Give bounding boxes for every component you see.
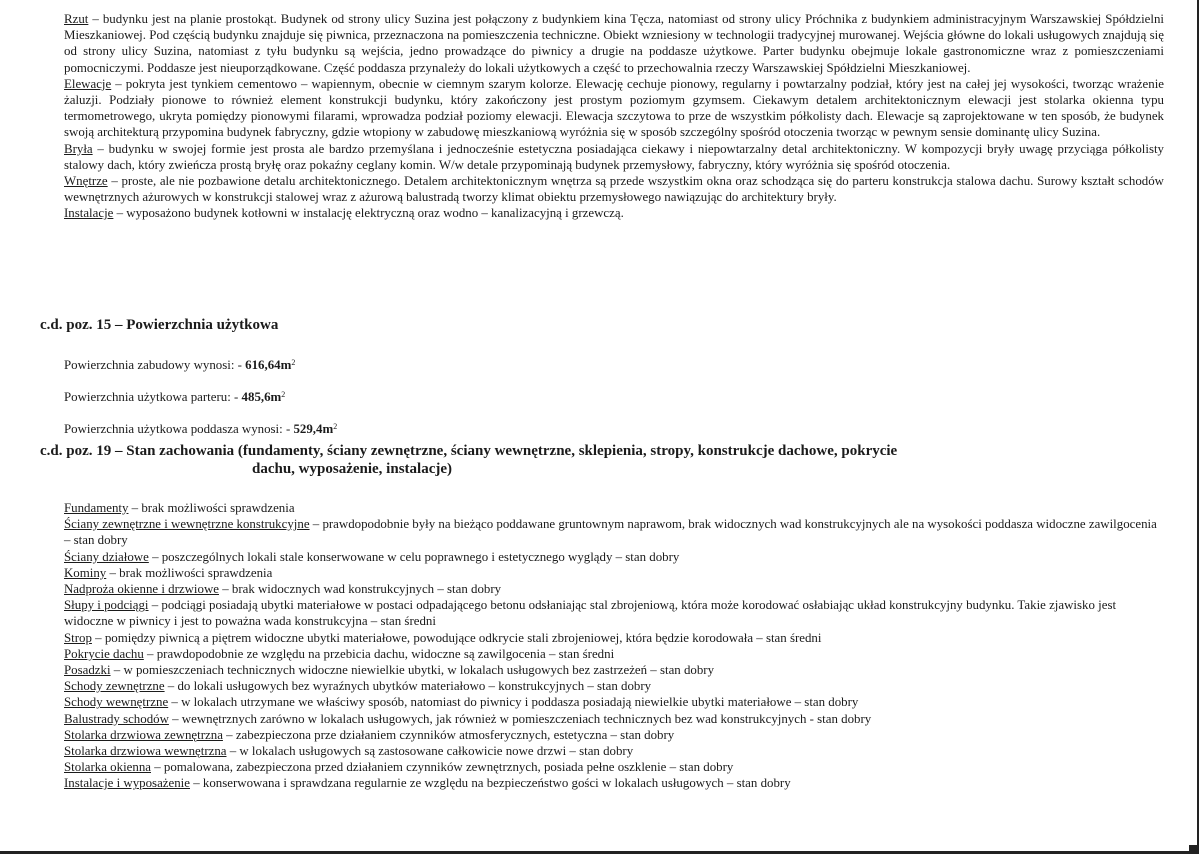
metric-unit-exponent: 2 bbox=[333, 422, 338, 431]
condition-label: Fundamenty bbox=[64, 501, 129, 515]
condition-label: Strop bbox=[64, 630, 92, 645]
condition-label: Pokrycie dachu bbox=[64, 646, 144, 661]
condition-strop bbox=[64, 630, 1164, 646]
condition-text: – brak możliwości sprawdzenia bbox=[106, 565, 273, 580]
document-page bbox=[40, 11, 1164, 791]
condition-text: – w lokalach utrzymane we właściwy sposób, natomiast do piwnicy i poddasza posiadają niewielkie ubytki materiałowe – stan dobry bbox=[168, 695, 859, 710]
paragraph-rzut bbox=[64, 11, 1164, 76]
metric-zabudowa bbox=[64, 357, 295, 373]
condition-label: Słupy i podciągi bbox=[64, 598, 149, 613]
condition-text: – zabezpieczona prze działaniem czynników atmosferycznych, estetyczna – stan dobry bbox=[222, 727, 675, 742]
metric-parter bbox=[64, 389, 285, 405]
condition-kominy bbox=[64, 565, 1164, 581]
condition-label: Stolarka drzwiowa wewnętrzna bbox=[64, 744, 227, 759]
condition-text: – poszczególnych lokali stale konserwowane w celu poprawnego i estetycznego wyglądy – stan dobry bbox=[148, 549, 680, 564]
condition-stolarka-drzwiowa-zewn bbox=[64, 727, 1164, 743]
condition-stolarka-drzwiowa-wewn bbox=[64, 743, 1164, 759]
paragraph-text: – budynku jest na planie prostokąt. Budynek od strony ulicy Suzina jest połączony z budynkiem kina Tęcza, natomiast od strony ulicy Próchnika z budynkiem administracyjnym Warszawskiej Spółdzielni Mieszkaniowej. Pod częścią budynku znajduje się piwnica, przeznaczona na pomieszczenia techniczne. Obiekt wzniesiony w technologii tradycyjnej murowanej. Wejścia główne do lokali usługowych znajdują się od strony ulicy Suzina, natomiast z tyłu budynku są wejścia, jedno prowadzące do piwnicy a drugie na poddasze użytkowe. Parter budynku obejmuje lokale gastronomiczne wraz z pomieszczeniami pomocniczymi. Poddasze jest nieuporządkowane. Część poddasza przynależy do lokali użytkowych a część to przechowalnia rzeczy Warszawskiej Spółdzielni Mieszkaniowej. bbox=[64, 12, 1164, 75]
scan-corner-mark bbox=[1189, 845, 1197, 851]
paragraph-label: Bryła bbox=[64, 141, 93, 156]
condition-schody-zewnetrzne bbox=[64, 678, 1164, 694]
condition-fundamenty bbox=[64, 500, 1164, 516]
paragraph-text: – wyposażono budynek kotłowni w instalację elektryczną oraz wodno – kanalizacyjną i grzewczą. bbox=[113, 206, 624, 221]
condition-text: – wewnętrznych zarówno w lokalach usługowych, jak również w pomieszczeniach technicznych bez wad konstrukcyjnych - stan dobry bbox=[168, 711, 872, 726]
condition-sciany-dzialowe bbox=[64, 549, 1164, 565]
section-15-heading: c.d. poz. 15 – Powierzchnia użytkowa bbox=[40, 317, 279, 333]
section-19-heading-line1: c.d. poz. 19 – Stan zachowania (fundamenty, ściany zewnętrzne, ściany wewnętrzne, sklepienia, stropy, konstrukcje dachowe, pokrycie bbox=[40, 443, 898, 459]
condition-text: – podciągi posiadają ubytki materiałowe w postaci odpadającego betonu odsłaniając stal zbrojeniową, która może korodować osłabiając układ konstrukcyjny budynku. Takie zjawisko jest widoczne w piwnicy i jest to poważna wada konstrukcyjna – stan średni bbox=[64, 598, 1117, 629]
section-19-heading bbox=[40, 442, 1140, 478]
condition-text: – prawdopodobnie ze względu na przebicia dachu, widoczne są zawilgocenia – stan średni bbox=[143, 646, 615, 661]
condition-text: – pomiędzy piwnicą a piętrem widoczne ubytki materiałowe, powodujące odkrycie stali zbrojeniowej, która będzie korodowała – stan średni bbox=[91, 630, 822, 645]
paragraph-label: Rzut bbox=[64, 12, 89, 26]
metric-label: Powierzchnia użytkowa poddasza wynosi: - bbox=[64, 422, 294, 436]
metric-poddasze bbox=[64, 421, 337, 437]
condition-schody-wewnetrzne bbox=[64, 694, 1164, 710]
paragraph-label: Wnętrze bbox=[64, 174, 108, 189]
condition-text: – do lokali usługowych bez wyraźnych ubytków materiałowo – konstrukcyjnych – stan dobry bbox=[164, 679, 652, 694]
paragraph-text: – budynku w swojej formie jest prosta ale bardzo przemyślana i jednocześnie estetyczna posiadająca ciekawy i niepowtarzalny detal architektoniczny. W kompozycji bryły uwagę przyciąga półkolisty stalowy dach, który zwieńcza prostą bryłę oraz pokaźny ceglany komin. W/w detale przypominają budynek przemysłowy, fabryczny, który wyróżnia się spośród otoczenia. bbox=[64, 141, 1164, 172]
condition-label: Schody wewnętrzne bbox=[64, 695, 169, 710]
condition-label: Kominy bbox=[64, 565, 107, 580]
condition-nadproza bbox=[64, 581, 1164, 597]
paragraph-text: – proste, ale nie pozbawione detalu architektonicznego. Detalem architektonicznym wnętrza są przede wszystkim okna oraz schodząca się do parteru konstrukcja stalowa dachu. Surowy kształt schodów wewnętrznych ażurowych w konstrukcji stalowej wraz z ażurową balustradą tworzy klimat obiektu przemysłowego nawiązując do architektury bryły. bbox=[64, 174, 1164, 205]
paragraph-elewacje bbox=[64, 76, 1164, 141]
condition-label: Ściany zewnętrzne i wewnętrzne konstrukcyjne bbox=[64, 517, 310, 532]
condition-label: Schody zewnętrzne bbox=[64, 679, 165, 694]
metric-unit-exponent: 2 bbox=[291, 358, 296, 367]
paragraph-text: – pokryta jest tynkiem cementowo – wapiennym, obecnie w ciemnym szarym kolorze. Elewację cechuje pionowy, regularny i powtarzalny podział, który jest na całej jej wysokości, tworząc wrażenie żaluzji. Podziały pionowe to również element konstrukcji budynku, który zakończony jest prostym poziomym gzymsem. Ciekawym detalem architektonicznym elewacji jest stolarka okienna typu termometrowego, ukryta pomiędzy pionowymi filarami, wprowadza podział poziomy elewacji. Elewacja szczytowa to prze de wszystkim półkolisty dach. Elewacje są zaprojektowane w ten sposób, że budynek swoją architekturą przypomina budynek fabryczny, gdzie wtopiony w zabudowę mieszkaniową wyróżnia się w sposób szczególny spośród otoczenia tworząc w pewnym sensie dominantę ulicy Suzina. bbox=[64, 76, 1164, 140]
paragraph-label: Elewacje bbox=[64, 76, 112, 91]
paragraph-bryla bbox=[64, 141, 1164, 173]
condition-text: – w pomieszczeniach technicznych widoczne niewielkie ubytki, w lokalach usługowych bez zastrzeżeń – stan dobry bbox=[110, 663, 715, 678]
condition-label: Balustrady schodów bbox=[64, 711, 169, 726]
condition-label: Instalacje i wyposażenie bbox=[64, 776, 190, 791]
intro-descriptions bbox=[64, 11, 1164, 222]
condition-text: – brak możliwości sprawdzenia bbox=[128, 501, 295, 515]
metric-label: Powierzchnia użytkowa parteru: - bbox=[64, 390, 242, 404]
metric-value: 529,4m bbox=[293, 422, 334, 436]
section-19-heading-line2: dachu, wyposażenie, instalacje) bbox=[252, 461, 452, 477]
condition-pokrycie-dachu bbox=[64, 646, 1164, 662]
condition-text: – w lokalach usługowych są zastosowane całkowicie nowe drzwi – stan dobry bbox=[226, 744, 634, 759]
condition-label: Stolarka okienna bbox=[64, 760, 151, 775]
metric-label: Powierzchnia zabudowy wynosi: - bbox=[64, 358, 246, 372]
condition-label: Ściany działowe bbox=[64, 549, 149, 564]
condition-label: Nadproża okienne i drzwiowe bbox=[64, 582, 219, 597]
condition-text: – prawdopodobnie były na bieżąco poddawane gruntownym naprawom, brak widocznych wad konstrukcyjnych ale na wysokości poddasza widoczne zawilgocenia – stan dobry bbox=[64, 517, 1157, 548]
metric-value: 485,6m bbox=[241, 390, 282, 404]
paragraph-instalacje bbox=[64, 205, 1164, 221]
metric-value: 616,64m bbox=[245, 358, 292, 372]
condition-list bbox=[64, 500, 1164, 792]
condition-instalacje-wyposazenie bbox=[64, 775, 1164, 791]
condition-text: – pomalowana, zabezpieczona przed działaniem czynników zewnętrznych, posiada pełne oszklenie – stan dobry bbox=[151, 760, 734, 775]
condition-text: – brak widocznych wad konstrukcyjnych – stan dobry bbox=[218, 582, 502, 597]
condition-sciany-konstrukcyjne bbox=[64, 516, 1164, 548]
condition-label: Posadzki bbox=[64, 663, 111, 678]
condition-text: – konserwowana i sprawdzana regularnie ze względu na bezpieczeństwo gości w lokalach usługowych – stan dobry bbox=[190, 776, 791, 791]
paragraph-label: Instalacje bbox=[64, 206, 114, 221]
condition-label: Stolarka drzwiowa zewnętrzna bbox=[64, 727, 223, 742]
condition-slupy-podciagi bbox=[64, 597, 1164, 629]
condition-posadzki bbox=[64, 662, 1164, 678]
condition-stolarka-okienna bbox=[64, 759, 1164, 775]
condition-balustrady bbox=[64, 711, 1164, 727]
paragraph-wnetrze bbox=[64, 173, 1164, 205]
metric-unit-exponent: 2 bbox=[281, 390, 286, 399]
